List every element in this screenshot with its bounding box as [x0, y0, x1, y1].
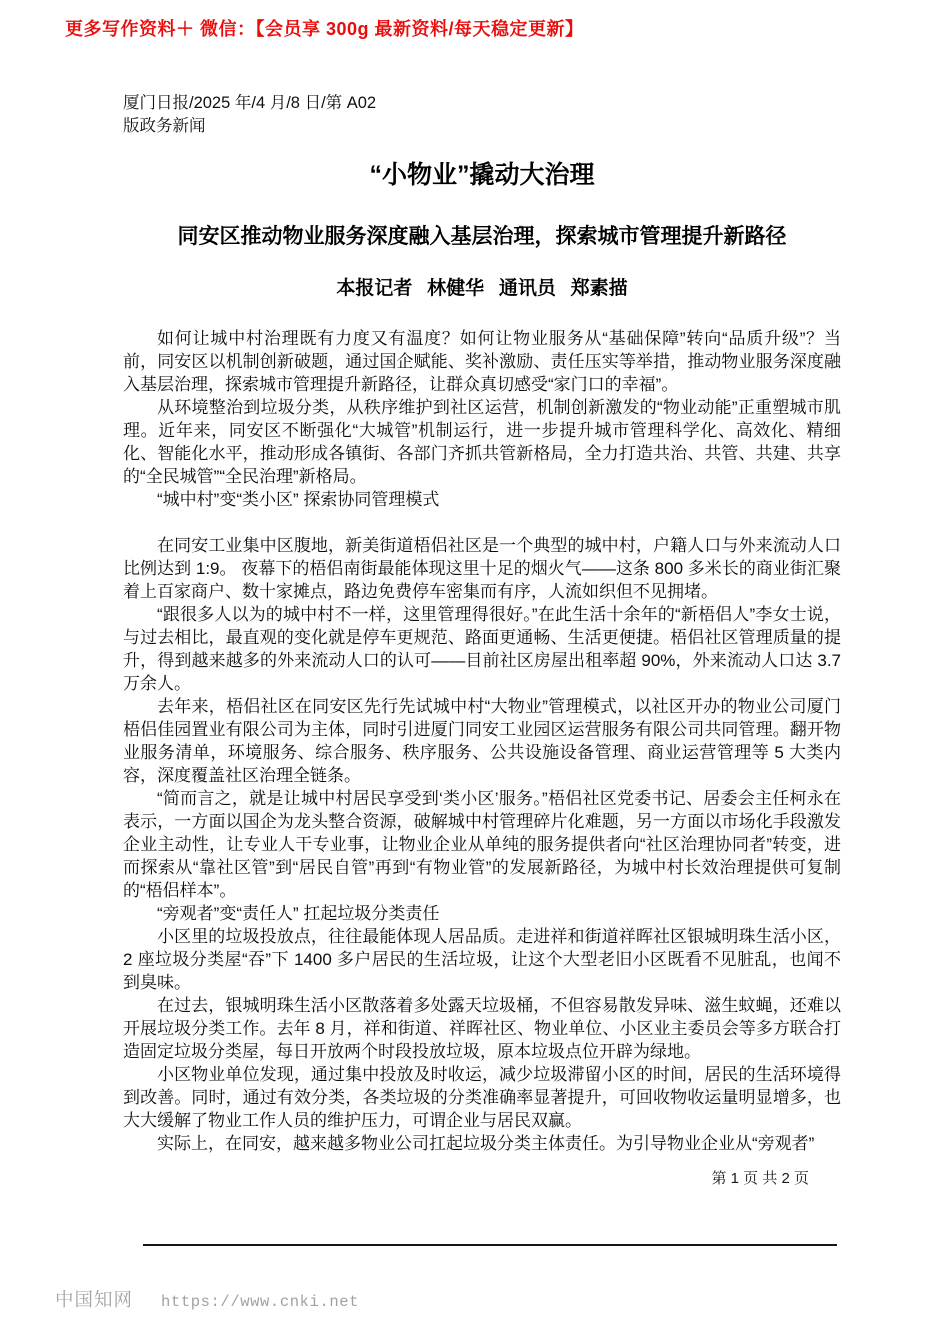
article-paragraph: 小区物业单位发现，通过集中投放及时收运，减少垃圾滞留小区的时间，居民的生活环境得到改善。同时，通过有效分类，各类垃圾的分类准确率显著提升，可回收物收运量明显增多，也大大缓解了物业工作人员的维护压力，可谓企业与居民双赢。	[123, 1065, 841, 1130]
article-paragraph: 在过去，银城明珠生活小区散落着多处露天垃圾桶，不但容易散发异味、滋生蚊蝇，还难以开展垃圾分类工作。去年 8 月，祥和街道、祥晖社区、物业单位、小区业主委员会等多方联合打造固定垃圾分类屋，每日开放两个时段投放垃圾，原本垃圾点位开辟为绿地。	[123, 996, 841, 1061]
article-title: “小物业”撬动大治理	[369, 161, 595, 189]
article-paragraph: 去年来，梧侣社区在同安区先行先试城中村“大物业”管理模式，以社区开办的物业公司厦门梧侣佳园置业有限公司为主体，同时引进厦门同安工业园区运营服务有限公司共同管理。翻开物业服务清单，环境服务、综合服务、秩序服务、公共设施设备管理、商业运营管理等 5 大类内容，深度覆盖社区治理全链条。	[123, 697, 841, 785]
article-paragraph: 在同安工业集中区腹地，新美街道梧侣社区是一个典型的城中村，户籍人口与外来流动人口比例达到 1:9。 夜幕下的梧侣南街最能体现这里十足的烟火气——这条 800 多米长的商业街汇聚着上百家商户、数十家摊点，路边免费停车密集而有序，人流如织但不见拥堵。	[123, 536, 841, 601]
section-heading: “旁观者”变“责任人” 扛起垃圾分类责任	[157, 904, 440, 923]
promo-banner-text: 更多写作资料＋ 微信：【会员享 300g 最新资料/每天稳定更新】	[65, 19, 584, 39]
page-indicator: 第 1 页 共 2 页	[711, 1170, 809, 1187]
section-heading: “城中村”变“类小区” 探索协同管理模式	[157, 490, 440, 509]
source-line-2: 版政务新闻	[123, 117, 206, 135]
site-watermark	[55, 1286, 359, 1312]
article-byline: 本报记者 林健华 通讯员 郑素描	[336, 278, 628, 299]
article-paragraph: 实际上，在同安，越来越多物业公司扛起垃圾分类主体责任。为引导物业企业从“旁观者”	[157, 1134, 815, 1153]
source-line-1: 厦门日报/2025 年/4 月/8 日/第 A02	[123, 94, 377, 112]
footer-divider	[143, 1244, 837, 1246]
article-paragraph: “跟很多人以为的城中村不一样，这里管理得很好。”在此生活十余年的“新梧侣人”李女士说，与过去相比，最直观的变化就是停车更规范、路面更通畅、生活更便捷。梧侣社区管理质量的提升，得到越来越多的外来流动人口的认可——目前社区房屋出租率超 90%，外来流动人口达 3.7万余人。	[123, 605, 841, 693]
site-watermark-name: 中国知网	[55, 1289, 134, 1310]
article-paragraph: 小区里的垃圾投放点，往往最能体现人居品质。走进祥和街道祥晖社区银城明珠生活小区，2 座垃圾分类屋“吞”下 1400 多户居民的生活垃圾，让这个大型老旧小区既看不见脏乱，也闻不到臭味。	[123, 927, 841, 992]
article-subtitle: 同安区推动物业服务深度融入基层治理，探索城市管理提升新路径	[177, 225, 787, 248]
article-paragraph: “简而言之，就是让城中村居民享受到‘类小区’服务。”梧侣社区党委书记、居委会主任柯永在表示，一方面以国企为龙头整合资源，破解城中村管理碎片化难题，另一方面以市场化手段激发企业主动性，让专业人干专业事，让物业企业从单纯的服务提供者向“社区治理协同者”转变，进而探索从“靠社区管”到“居民自管”再到“有物业管”的发展新路径，为城中村长效治理提供可复制的“梧侣样本”。	[123, 789, 841, 900]
article-paragraph: 如何让城中村治理既有力度又有温度？如何让物业服务从“基础保障”转向“品质升级”？当前，同安区以机制创新破题，通过国企赋能、奖补激励、责任压实等举措，推动物业服务深度融入基层治理，探索城市管理提升新路径，让群众真切感受“家门口的幸福”。	[123, 329, 841, 394]
article-body	[123, 327, 841, 1155]
site-watermark-url: https://www.cnki.net	[161, 1293, 360, 1311]
article-content	[123, 92, 841, 1188]
article-paragraph: 从环境整治到垃圾分类，从秩序维护到社区运营，机制创新激发的“物业动能”正重塑城市肌理。近年来，同安区不断强化“大城管”机制运行，进一步提升城市管理科学化、高效化、精细化、智能化水平，推动形成各镇街、各部门齐抓共管新格局，全力打造共治、共管、共建、共享的“全民城管”“全民治理”新格局。	[123, 398, 841, 486]
